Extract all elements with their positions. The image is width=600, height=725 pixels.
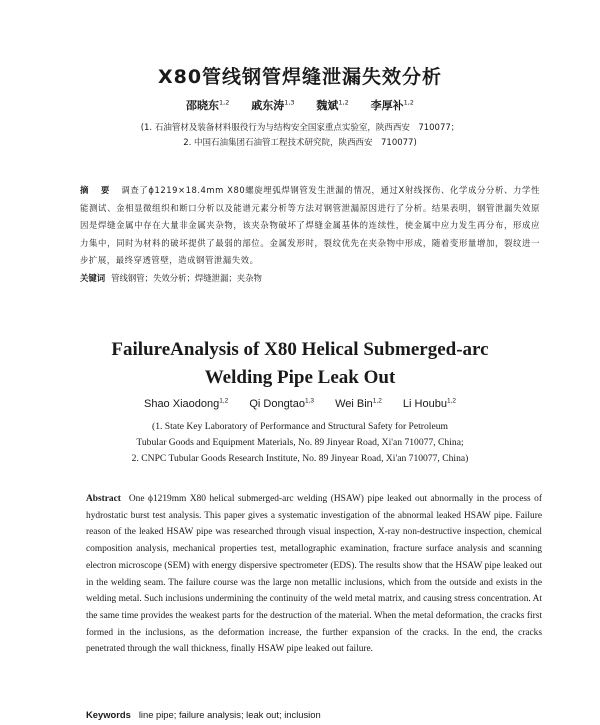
english-author: Shao Xiaodong$^{1,2}$ xyxy=(143,397,229,410)
chinese-keywords xyxy=(80,272,540,284)
english-keywords-text: line pipe; failure analysis; leak out; inclusion xyxy=(138,709,321,720)
chinese-authors xyxy=(0,97,600,113)
english-affiliation: Tubular Goods and Equipment Materials, No. 89 Jinyear Road, Xi'an 710077, China; xyxy=(136,437,464,448)
english-affiliation: (1. State Key Laboratory of Performance and Structural Safety for Petroleum xyxy=(152,421,448,432)
english-abstract-label: Abstract xyxy=(86,494,121,504)
chinese-affiliation: 2. 中国石油集团石油管工程技术研究院，陕西西安 710077) xyxy=(183,138,417,148)
english-affiliations xyxy=(70,419,530,467)
english-title-line: FailureAnalysis of X80 Helical Submerged-arc xyxy=(111,339,489,360)
chinese-author: 李厚补$^{1,2}$ xyxy=(370,98,414,112)
chinese-abstract-text: 调查了ϕ1219×18.4mm X80螺旋埋弧焊钢管发生泄漏的情况，通过X射线探伤、化学成分分析、力学性能测试、金相显微组织和断口分析以及能谱元素分析等方法对钢管泄漏原因进行了分析。结果表明，钢管泄漏失效原因是焊缝金属中存在大量非金属夹杂物，该夹杂物破坏了焊缝金属基体的连续性，使金属中应力发生再分布，形成应力集中，同时为材料的破坏提供了最弱的部位。金属发形时，裂纹优先在夹杂物中形成，随着变形量增加，裂纹进一步扩展，最终穿透管壁，造成钢管泄漏失效。 xyxy=(80,185,540,265)
chinese-keywords-text: 管线钢管；失效分析；焊缝泄漏；夹杂物 xyxy=(111,273,262,283)
english-affiliation: 2. CNPC Tubular Goods Research Institute, No. 89 Jinyear Road, Xi'an 710077, China) xyxy=(131,453,469,464)
english-title-line: Welding Pipe Leak Out xyxy=(204,367,396,388)
chinese-author: 魏斌$^{1,2}$ xyxy=(316,98,349,112)
english-abstract xyxy=(86,491,542,658)
english-author: Qi Dongtao$^{1,3}$ xyxy=(249,397,315,410)
english-title xyxy=(0,336,600,392)
english-keywords-label: Keywords xyxy=(86,709,131,720)
english-abstract-text: One ϕ1219mm X80 helical submerged-arc welding (HSAW) pipe leaked out abnormally in the process of hydrostatic burst test analysis. This paper gives a systematic investigation of the abnormal leaked HSAW pipe. Failure reason of the leaked HSAW pipe was researched through visual inspection, X-ray non-destructive inspection, chemical composition analysis, mechanical properties test, metallographic examination, fracture surface analysis and scanning electron microscope (SEM) with energy dispersive spectrometer (EDS). The results show that the HSAW pipe leaked out in the welding seam. The failure course was the large non metallic inclusions, which from the outside and exists in the welding metal. Such inclusions undermining the continuity of the weld metal matrix, and causing stress concentration. At the same time provides the weakest parts for the destruction of the material. When the metal deformation, the cracks first formed in the inclusions, as the deformation increase, the further expansion of the cracks. In the end, the cracks penetrated through the wall thickness, finally HSAW pipe leaked out failure. xyxy=(86,494,542,655)
english-authors xyxy=(0,397,600,410)
english-keywords xyxy=(86,709,542,720)
chinese-keywords-label: 关键词 xyxy=(80,273,106,283)
chinese-abstract xyxy=(80,182,540,270)
chinese-author: 邵晓东$^{1,2}$ xyxy=(186,98,230,112)
chinese-title: X80管线钢管焊缝泄漏失效分析 xyxy=(157,66,443,88)
english-author: Li Houbu$^{1,2}$ xyxy=(402,397,456,410)
chinese-affiliation: (1. 石油管材及装备材料服役行为与结构安全国家重点实验室，陕西西安 710077； xyxy=(140,123,460,133)
english-author: Wei Bin$^{1,2}$ xyxy=(335,397,382,410)
chinese-author: 戚东涛$^{1,3}$ xyxy=(251,98,295,112)
chinese-abstract-label: 摘 要 xyxy=(80,185,112,195)
